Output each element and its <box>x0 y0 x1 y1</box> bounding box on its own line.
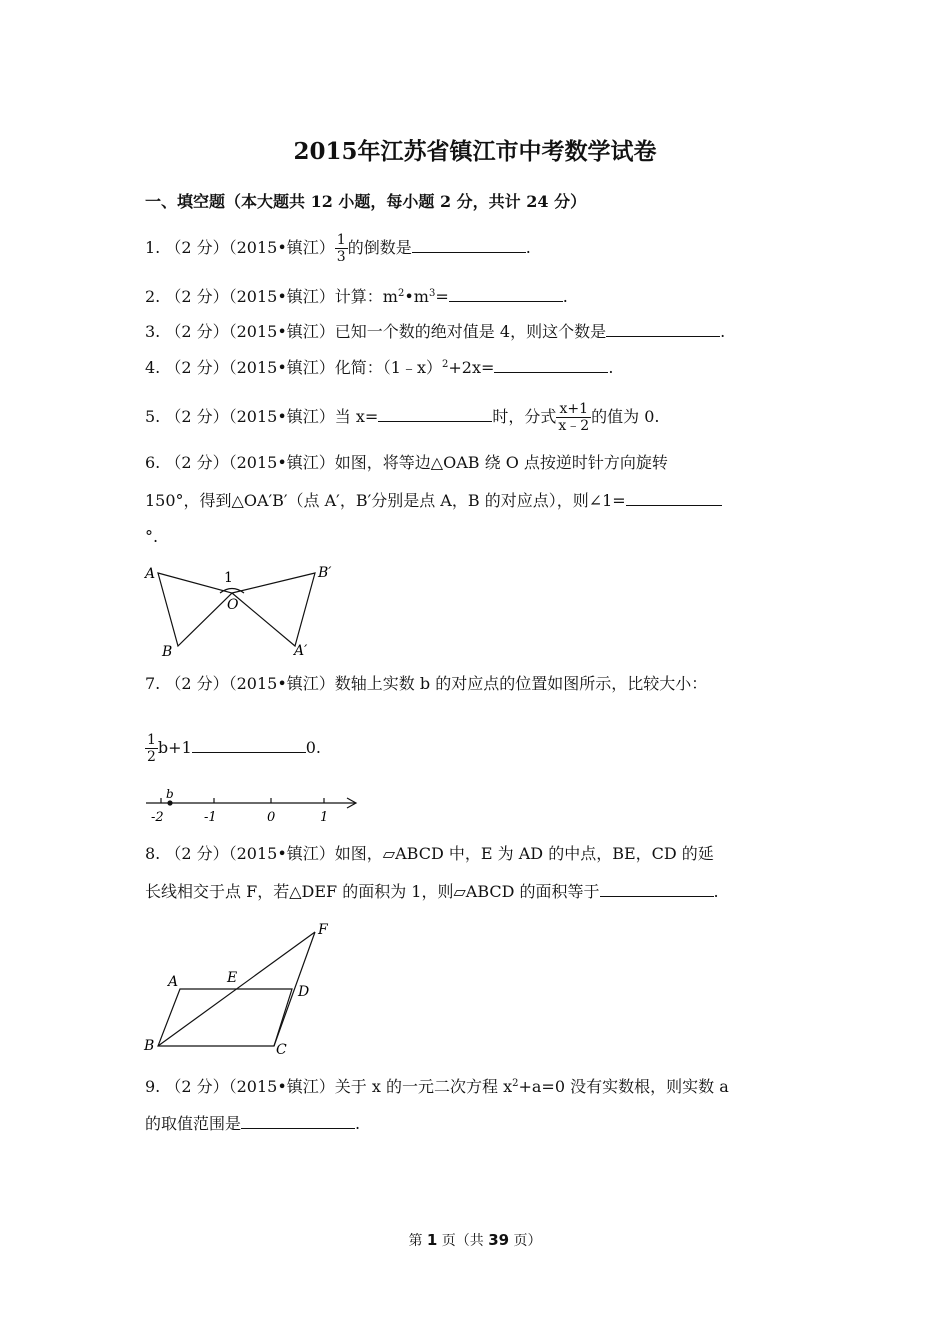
answer-blank <box>626 491 722 506</box>
question-7: 7. （2 分）（2015•镇江）数轴上实数 b 的对应点的位置如图所示，比较大小： <box>145 674 708 693</box>
label-b: B <box>144 1038 155 1054</box>
question-4: 4. （2 分）（2015•镇江）化简：（1﹣x）$^2$+2x= . <box>145 358 614 377</box>
answer-blank <box>192 738 306 753</box>
question-8: 8. （2 分）（2015•镇江）如图，▱ABCD 中，E 为 AD 的中点，BE，CD 的延 <box>145 844 714 863</box>
tick-label: 1 <box>320 810 329 825</box>
question-6-line-3: °. <box>145 527 159 546</box>
number-line <box>140 785 365 827</box>
fraction: $\frac{1}{2}$ <box>147 732 156 765</box>
label-a-prime: A′ <box>294 643 308 659</box>
answer-blank <box>412 238 526 253</box>
label-angle-1: 1 <box>224 570 233 586</box>
section-heading: 一、填空题（本大题共 12 小题，每小题 2 分，共计 24 分） <box>145 192 587 211</box>
tick-label: -1 <box>204 810 217 825</box>
rotation-figure <box>140 560 350 660</box>
label-c: C <box>276 1042 287 1058</box>
page-number: 1 <box>426 1231 438 1249</box>
question-6: 6. （2 分）（2015•镇江）如图，将等边△OAB 绕 O 点按逆时针方向旋转 <box>145 453 668 472</box>
question-5: 5. （2 分）（2015•镇江）当 x= 时，分式 $\frac{x+1}{x﹣2}$ 的值为 0. <box>145 401 660 434</box>
answer-blank <box>241 1114 355 1129</box>
page-footer: 第 1 页（共 39 页） <box>408 1231 542 1249</box>
answer-blank <box>378 407 492 422</box>
label-b: B <box>162 644 173 660</box>
question-6-line-2: 150°，得到△OA′B′（点 A′，B′分别是点 A，B 的对应点），则∠1= <box>145 491 722 511</box>
question-3: 3. （2 分）（2015•镇江）已知一个数的绝对值是 4，则这个数是 . <box>145 322 726 341</box>
question-1: 1. （2 分）（2015•镇江） $\frac{1}{3}$ 的倒数是 . <box>145 232 531 265</box>
question-2: 2. （2 分）（2015•镇江）计算：$m^2•m^3=$ . <box>145 287 568 306</box>
question-9: 9. （2 分）（2015•镇江）关于 x 的一元二次方程 $x^2+a=0$ 没有实数根，则实数 a <box>145 1077 729 1096</box>
answer-blank <box>600 882 714 897</box>
question-9-line-2: 的取值范围是 . <box>145 1114 361 1133</box>
answer-blank <box>449 287 563 302</box>
total-pages: 39 <box>488 1231 510 1249</box>
tick-label: -2 <box>151 810 164 825</box>
label-e: E <box>227 970 238 986</box>
label-b: b <box>166 787 174 801</box>
label-o: O <box>227 597 239 613</box>
label-b-prime: B′ <box>318 565 332 581</box>
question-8-line-2: 长线相交于点 F，若△DEF 的面积为 1，则▱ABCD 的面积等于 . <box>145 882 719 901</box>
point-b <box>167 800 172 805</box>
answer-blank <box>494 358 608 373</box>
fraction: $\frac{x+1}{x﹣2}$ <box>558 401 590 434</box>
page-title: 2015年江苏省镇江市中考数学试卷 <box>293 138 657 165</box>
tick-label: 0 <box>267 810 276 825</box>
label-a: A <box>145 566 156 582</box>
parallelogram-figure <box>140 918 340 1058</box>
question-7-compare: $\frac{1}{2}$ b+1 0. <box>147 732 322 765</box>
answer-blank <box>606 322 720 337</box>
label-f: F <box>318 922 328 938</box>
label-d: D <box>298 984 310 1000</box>
label-a: A <box>168 974 179 990</box>
fraction: $\frac{1}{3}$ <box>336 232 346 265</box>
